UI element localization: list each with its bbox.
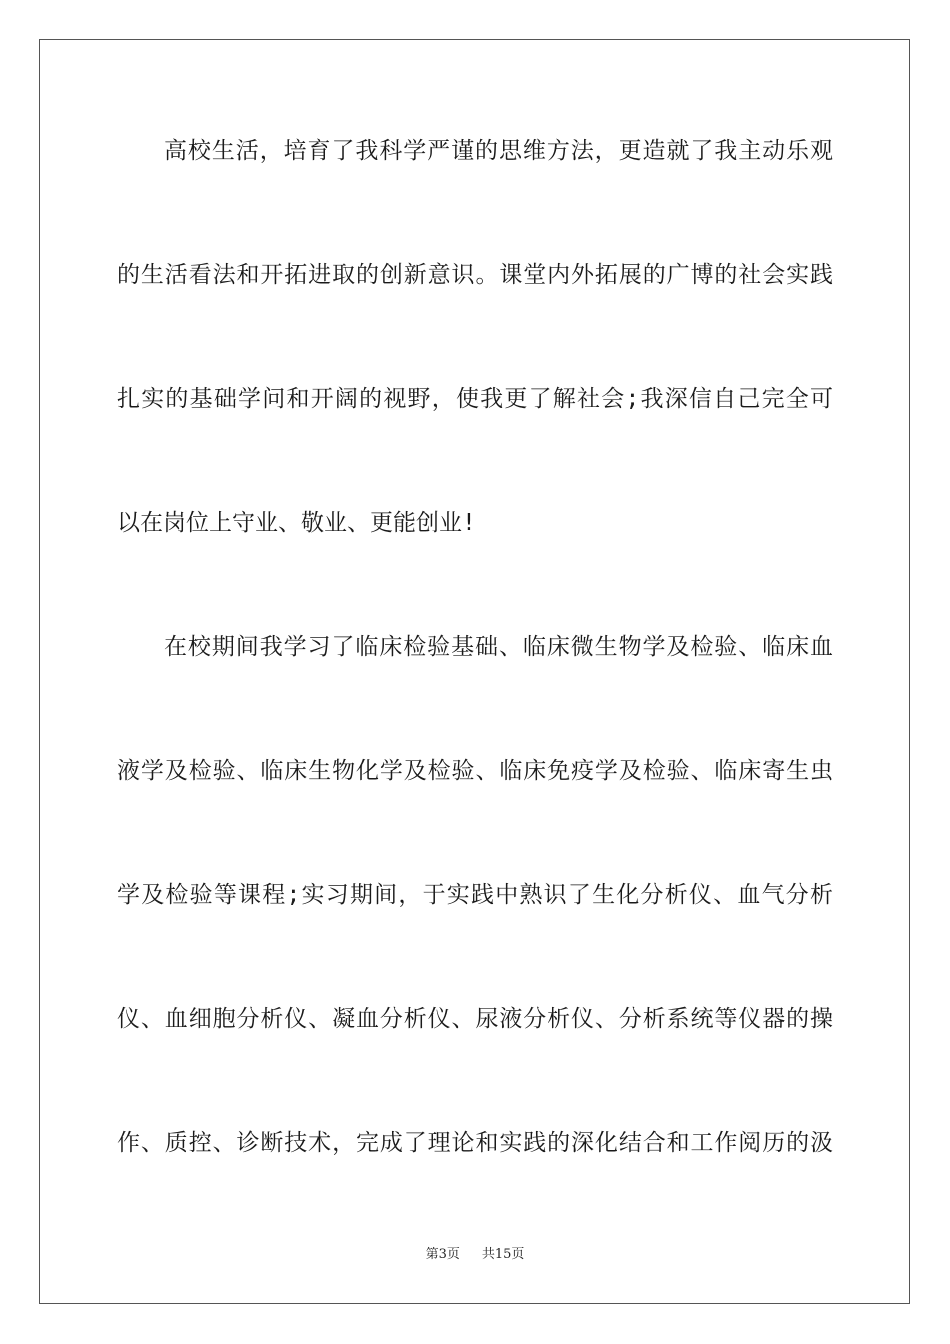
paragraph-2-line-1: 在校期间我学习了临床检验基础、临床微生物学及检验、临床血 <box>164 634 833 660</box>
paragraph-2-line-5: 作、质控、诊断技术，完成了理论和实践的深化结合和工作阅历的汲 <box>117 1130 833 1156</box>
paragraph-1-line-2: 的生活看法和开拓进取的创新意识。课堂内外拓展的广博的社会实践 <box>117 262 833 288</box>
paragraph-1-line-1: 高校生活，培育了我科学严谨的思维方法，更造就了我主动乐观 <box>164 138 833 164</box>
page-footer <box>0 1246 950 1264</box>
paragraph-1-line-4: 以在岗位上守业、敬业、更能创业! <box>117 510 476 536</box>
page-number: 第3页 <box>425 1247 460 1262</box>
paragraph-2-line-2: 液学及检验、临床生物化学及检验、临床免疫学及检验、临床寄生虫 <box>117 758 833 784</box>
page-frame <box>39 39 910 1304</box>
paragraph-2-line-3: 学及检验等课程;实习期间，于实践中熟识了生化分析仪、血气分析 <box>117 882 833 908</box>
page-total: 共15页 <box>481 1247 525 1262</box>
paragraph-1-line-3: 扎实的基础学问和开阔的视野，使我更了解社会;我深信自己完全可 <box>117 386 833 412</box>
paragraph-2-line-4: 仪、血细胞分析仪、凝血分析仪、尿液分析仪、分析系统等仪器的操 <box>117 1006 833 1032</box>
